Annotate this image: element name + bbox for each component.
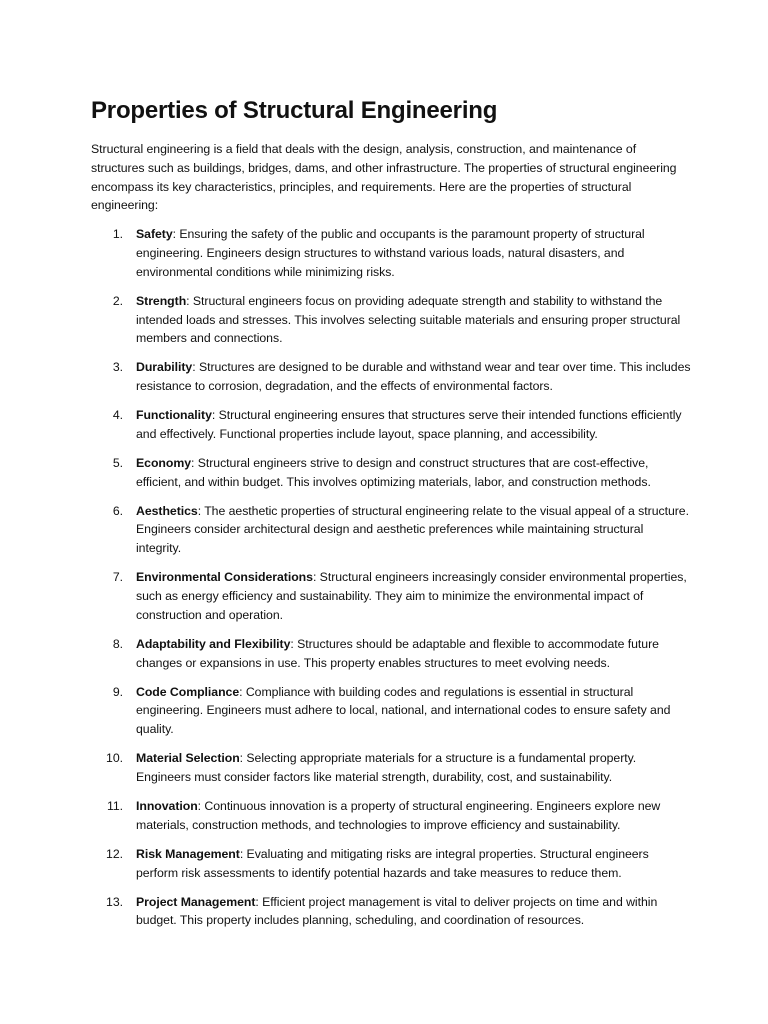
item-name: Material Selection <box>136 751 240 766</box>
list-item <box>91 454 691 492</box>
item-text: : Ensuring the safety of the public and occupants is the paramount property of structural engineering. Engineers design structures to withstand various loads, natural disasters, and environmental conditions while minimizing risks. <box>136 227 645 279</box>
item-text: : Structures should be adaptable and flexible to accommodate future changes or expansions in use. This property enables structures to meet evolving needs. <box>136 636 659 670</box>
item-name: Functionality <box>136 408 212 423</box>
item-name: Aesthetics <box>136 503 198 518</box>
item-text: : Selecting appropriate materials for a structure is a fundamental property. Engineers must consider factors like material strength, durability, cost, and sustainability. <box>136 751 637 784</box>
item-name: Adaptability and Flexibility <box>136 636 291 651</box>
item-text: : Continuous innovation is a property of structural engineering. Engineers explore new materials, construction methods, and technologies to improve efficiency and sustainability. <box>136 798 661 832</box>
item-text: : Structural engineering ensures that structures serve their intended functions efficiently and effectively. Functional properties include layout, space planning, and accessibility. <box>136 408 682 441</box>
item-number: 9. <box>112 684 123 699</box>
item-name: Strength <box>136 293 187 308</box>
item-number: 10. <box>106 751 123 766</box>
page-title: Properties of Structural Engineering <box>91 97 498 124</box>
item-number: 1. <box>112 227 123 242</box>
item-text: : Structural engineers strive to design and construct structures that are cost-effective, efficient, and within budget. This involves optimizing materials, labor, and construction methods. <box>136 455 651 489</box>
item-name: Project Management <box>136 894 256 909</box>
properties-list <box>91 225 691 930</box>
list-item <box>91 683 691 739</box>
item-name: Durability <box>136 360 193 375</box>
item-number: 3. <box>112 360 123 375</box>
list-item <box>91 292 691 348</box>
item-name: Innovation <box>136 798 198 813</box>
item-name: Risk Management <box>136 846 240 861</box>
list-item <box>91 225 691 281</box>
item-name: Economy <box>136 455 191 470</box>
item-text: : Structural engineers focus on providing adequate strength and stability to withstand the intended loads and stresses. This involves selecting suitable materials and ensuring proper structural members and connections. <box>136 293 681 346</box>
item-text: : Efficient project management is vital to deliver projects on time and within budget. This property includes planning, scheduling, and coordination of resources. <box>136 894 658 928</box>
list-item <box>91 568 691 624</box>
list-item <box>91 749 691 787</box>
item-number: 8. <box>112 636 123 651</box>
item-name: Code Compliance <box>136 684 240 699</box>
item-number: 2. <box>112 293 123 308</box>
item-number: 4. <box>112 408 123 423</box>
list-item <box>91 358 691 396</box>
item-text: : Structures are designed to be durable and withstand wear and tear over time. This includes resistance to corrosion, degradation, and the effects of environmental factors. <box>136 360 691 394</box>
list-item <box>91 635 691 673</box>
list-item <box>91 845 691 883</box>
item-number: 7. <box>112 570 123 585</box>
document-page <box>91 96 691 940</box>
item-text: : Structural engineers increasingly consider environmental properties, such as energy efficiency and sustainability. They aim to minimize the environmental impact of construction and operation. <box>136 570 687 622</box>
list-item <box>91 502 691 558</box>
item-text: : Evaluating and mitigating risks are integral properties. Structural engineers perform risk assessments to identify potential hazards and take measures to reduce them. <box>136 846 649 880</box>
item-text: : The aesthetic properties of structural engineering relate to the visual appeal of a structure. Engineers consider architectural design and aesthetic preferences while maintaining structural integrity. <box>136 503 689 556</box>
item-name: Safety <box>136 227 173 242</box>
list-item <box>91 406 691 444</box>
item-number: 11. <box>106 798 123 813</box>
list-item <box>91 797 691 835</box>
item-number: 6. <box>112 503 123 518</box>
list-item <box>91 893 691 931</box>
intro-paragraph: Structural engineering is a field that deals with the design, analysis, construction, and maintenance of structures such as buildings, bridges, dams, and other infrastructure. The properties of structural engineering encompass its key characteristics, principles, and requirements. Here are the properties of structural engineering: <box>91 142 677 213</box>
item-number: 12. <box>106 846 123 861</box>
item-name: Environmental Considerations <box>136 570 313 585</box>
item-number: 13. <box>106 894 123 909</box>
item-text: : Compliance with building codes and regulations is essential in structural engineering. Engineers must adhere to local, national, and international codes to ensure safety and quality. <box>136 684 671 737</box>
item-number: 5. <box>112 455 123 470</box>
